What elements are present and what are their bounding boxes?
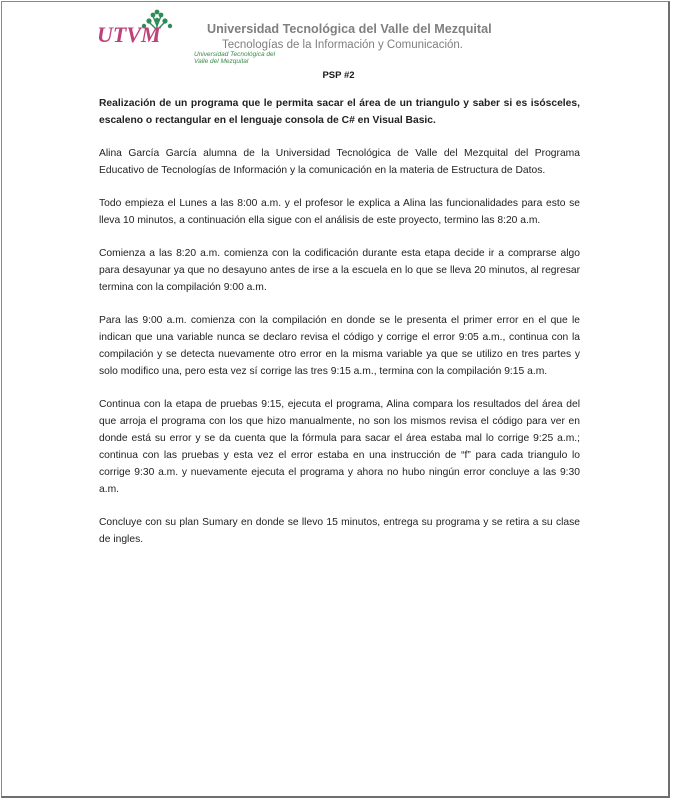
intro-paragraph: Realización de un programa que le permita sacar el área de un triangulo y saber si es isósceles, escaleno o rectangular en el lenguaje consola de C# en Visual Basic. — [99, 98, 580, 126]
paragraph-testing: Continua con la etapa de pruebas 9:15, ejecuta el programa, Alina compara los resultados del área del que arroja el programa con los que hizo manualmente, no son los mismos revisa el código para ver en donde está su error y se da cuenta que la fórmula para sacar el área estaba mal lo corrige 9:25 a.m.; continua con las pruebas y esta vez el error estaba en una instrucción de “f” para cada triangulo lo corrige 9:30 a.m. y nuevamente ejecuta el programa y ahora no hubo ningún error concluye a las 9:30 a.m. — [99, 399, 580, 495]
department-name: Tecnologías de la Información y Comunicación. — [222, 39, 463, 51]
document-body — [99, 95, 580, 564]
paragraph-student: Alina García García alumna de la Universidad Tecnológica de Valle del Mezquital del Programa Educativo de Tecnologías de Información y la comunicación en la materia de Estructura de Datos. — [99, 148, 580, 176]
document-title: PSP #2 — [322, 70, 355, 81]
university-logo — [97, 8, 276, 65]
logo-subtitle: Universidad Tecnológica del Valle del Mezquital — [194, 51, 276, 65]
paragraph-compilation: Para las 9:00 a.m. comienza con la compilación en donde se le presenta el primer error en el que le indican que una variable nunca se declaro revisa el código y corrige el error 9:05 a.m., continua con la compilación y se detecta nuevamente otro error en la misma variable ya que se utilizo en tres partes y solo modifico una, pero esta vez sí corrige las tres 9:15 a.m., termina con la compilación 9:15 a.m. — [99, 315, 580, 377]
paragraph-conclusion: Concluye con su plan Sumary en donde se llevo 15 minutos, entrega su programa y se retira a su clase de ingles. — [99, 517, 580, 545]
paragraph-coding: Comienza a las 8:20 a.m. comienza con la codificación durante esta etapa decide ir a comprarse algo para desayunar ya que no desayuno antes de irse a la escuela en lo que se lleva 20 minutos, al regresar termina con la compilación 9:00 a.m. — [99, 248, 580, 293]
logo-letters: UTVM — [97, 22, 161, 46]
paragraph-analysis: Todo empieza el Lunes a las 8:00 a.m. y el profesor le explica a Alina las funcionalidades para esto se lleva 10 minutos, a continuación ella sigue con el análisis de este proyecto, termino las 8:20 a.m. — [99, 198, 580, 226]
university-name: Universidad Tecnológica del Valle del Mezquital — [207, 22, 492, 36]
document-page — [1, 1, 670, 798]
